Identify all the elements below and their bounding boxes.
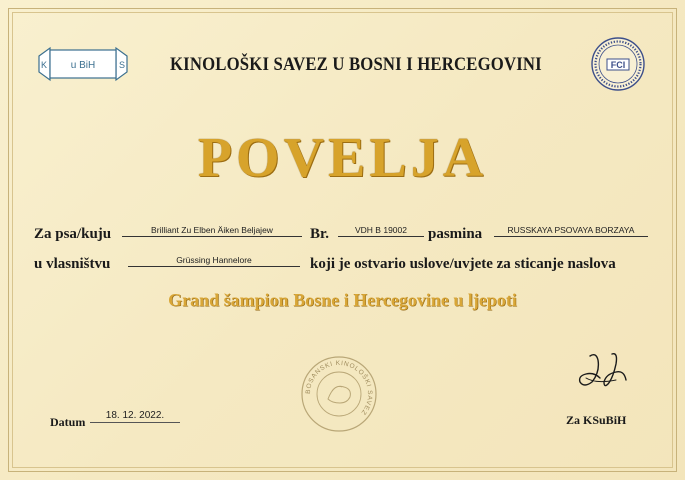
owner-label: u vlasništvu <box>34 256 111 272</box>
honor-title: Grand šampion Bosne i Hercegovine u ljepoti <box>168 290 517 310</box>
registration-field: VDH B 19002 <box>338 224 424 237</box>
date-field: 18. 12. 2022. <box>90 410 180 423</box>
fci-logo <box>590 36 646 92</box>
breed-field: RUSSKAYA PSOVAYA BORZAYA <box>494 224 648 237</box>
conditions-text: koji je ostvario uslove/uvjete za sticanje naslova <box>310 256 616 272</box>
svg-text:K: K <box>40 60 48 70</box>
document-title: POVELJA <box>197 127 488 189</box>
owner-field: Grüssing Hannelore <box>128 254 300 267</box>
svg-text:BOSANSKI KINOLOŠKI SAVEZ: BOSANSKI KINOLOŠKI SAVEZ <box>304 359 374 417</box>
svg-text:S: S <box>118 60 126 70</box>
date-label: Datum <box>50 415 86 429</box>
kubihs-logo <box>36 44 130 84</box>
organization-title: KINOLOŠKI SAVEZ U BOSNI I HERCEGOVINI <box>170 54 542 75</box>
embossed-seal <box>300 355 378 433</box>
dog-label: Za psa/kuju <box>34 226 112 242</box>
registration-label: Br. <box>310 226 330 242</box>
svg-text:u BiH: u BiH <box>70 60 96 71</box>
signature <box>572 348 642 392</box>
breed-label: pasmina <box>428 226 483 242</box>
signatory-label: Za KSuBiH <box>566 413 627 427</box>
dog-name-field: Brilliant Zu Elben Äiken Beljajew <box>122 224 302 237</box>
svg-text:FCI: FCI <box>610 60 626 70</box>
